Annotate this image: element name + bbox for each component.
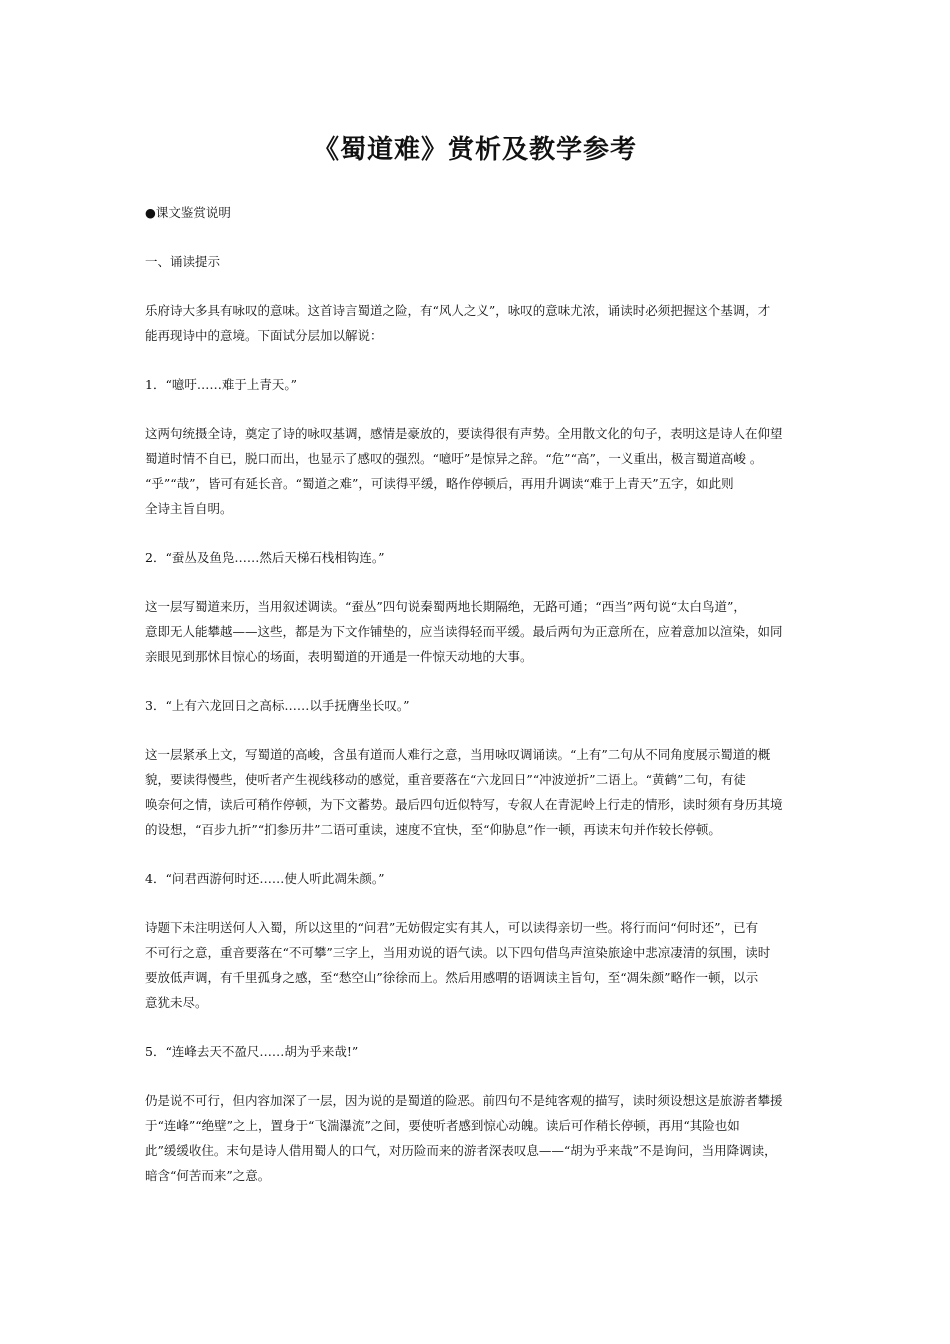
paragraph-line: 意犹未尽。 (145, 995, 208, 1010)
item-heading: 2．“蚕丛及鱼凫……然后天梯石栈相钩连。” (145, 550, 385, 565)
paragraph-line: 亲眼见到那怵目惊心的场面，表明蜀道的开通是一件惊天动地的大事。 (145, 649, 533, 664)
paragraph-line: 这一层写蜀道来历，当用叙述调读。“蚕丛”四句说秦蜀两地长期隔绝，无路可通；“西当”两句说“太白鸟道”， (145, 599, 746, 614)
item-paragraph (145, 1088, 810, 1188)
section-heading: ●课文鉴赏说明 (145, 205, 231, 220)
paragraph-line: 这两句统摄全诗，奠定了诗的咏叹基调，感情是豪放的，要读得很有声势。全用散文化的句子，表明这是诗人在仰望 (145, 426, 783, 441)
item-heading: 4．“问君西游何时还……使人听此凋朱颜。” (145, 871, 385, 886)
intro-paragraph (145, 298, 810, 348)
subsection-heading: 一、诵读提示 (145, 254, 221, 269)
paragraph-line: 的设想，“百步九折”“扪参历井”二语可重读，速度不宜快，至“仰胁息”作一顿，再读末句并作较长停顿。 (145, 822, 721, 837)
paragraph-line: 暗含“何苦而来”之意。 (145, 1168, 271, 1183)
paragraph-line: 要放低声调，有千里孤身之感，至“愁空山”徐徐而上。然后用感喟的语调读主旨句，至“凋朱颜”略作一顿，以示 (145, 970, 759, 985)
paragraph-line: 意即无人能攀越——这些，都是为下文作铺垫的，应当读得轻而平缓。最后两句为正意所在，应着意加以渲染，如同 (145, 624, 783, 639)
paragraph-line: 于“连峰”“绝壁”之上，置身于“飞湍瀑流”之间，要使听者感到惊心动魄。读后可作稍长停顿，再用“其险也如 (145, 1118, 740, 1133)
paragraph-line: “乎”“哉”，皆可有延长音。“蜀道之难”，可读得平缓，略作停顿后，再用升调读“难于上青天”五字，如此则 (145, 476, 734, 491)
paragraph-line: 全诗主旨自明。 (145, 501, 233, 516)
item-paragraph (145, 915, 810, 1015)
paragraph-line: 唤奈何之情，读后可稍作停顿，为下文蓄势。最后四句近似特写，专叙人在青泥岭上行走的情形，读时须有身历其境 (145, 797, 783, 812)
paragraph-line: 诗题下未注明送何人入蜀，所以这里的“问君”无妨假定实有其人，可以读得亲切一些。将行而问“何时还”，已有 (145, 920, 759, 935)
item-heading: 5．“连峰去天不盈尺……胡为乎来哉!” (145, 1044, 359, 1059)
item-heading: 3．“上有六龙回日之高标……以手抚膺坐长叹。” (145, 698, 410, 713)
item-paragraph (145, 421, 810, 521)
paragraph-line: 貌，要读得慢些，使听者产生视线移动的感觉，重音要落在“六龙回日”“冲波逆折”二语上。“黄鹤”二句，有徒 (145, 772, 746, 787)
paragraph-line: 这一层紧承上文，写蜀道的高峻，含虽有道而人难行之意，当用咏叹调诵读。“上有”二句从不同角度展示蜀道的概 (145, 747, 771, 762)
paragraph-line: 不可行之意，重音要落在“不可攀”三字上，当用劝说的语气读。以下四句借鸟声渲染旅途中悲凉凄清的氛围，读时 (145, 945, 771, 960)
document-body (145, 200, 810, 1188)
page-title: 《蜀道难》赏析及教学参考 (312, 135, 637, 165)
item-heading: 1．“噫吁……难于上青天。” (145, 377, 297, 392)
paragraph-line: 蜀道时情不自已，脱口而出，也显示了感叹的强烈。“噫吁”是惊异之辞。“危”“高”，一义重出，极言蜀道高峻 。 (145, 451, 763, 466)
item-paragraph (145, 594, 810, 669)
item-paragraph (145, 742, 810, 842)
paragraph-line: 能再现诗中的意境。下面试分层加以解说： (145, 328, 383, 343)
paragraph-line: 乐府诗大多具有咏叹的意味。这首诗言蜀道之险，有“风人之义”，咏叹的意味尤浓，诵读时必须把握这个基调，才 (145, 303, 771, 318)
paragraph-line: 此”缓缓收住。末句是诗人借用蜀人的口气，对历险而来的游者深表叹息——“胡为乎来哉”不是询问，当用降调读， (145, 1143, 777, 1158)
paragraph-line: 仍是说不可行，但内容加深了一层，因为说的是蜀道的险恶。前四句不是纯客观的描写，读时须设想这是旅游者攀援 (145, 1093, 783, 1108)
